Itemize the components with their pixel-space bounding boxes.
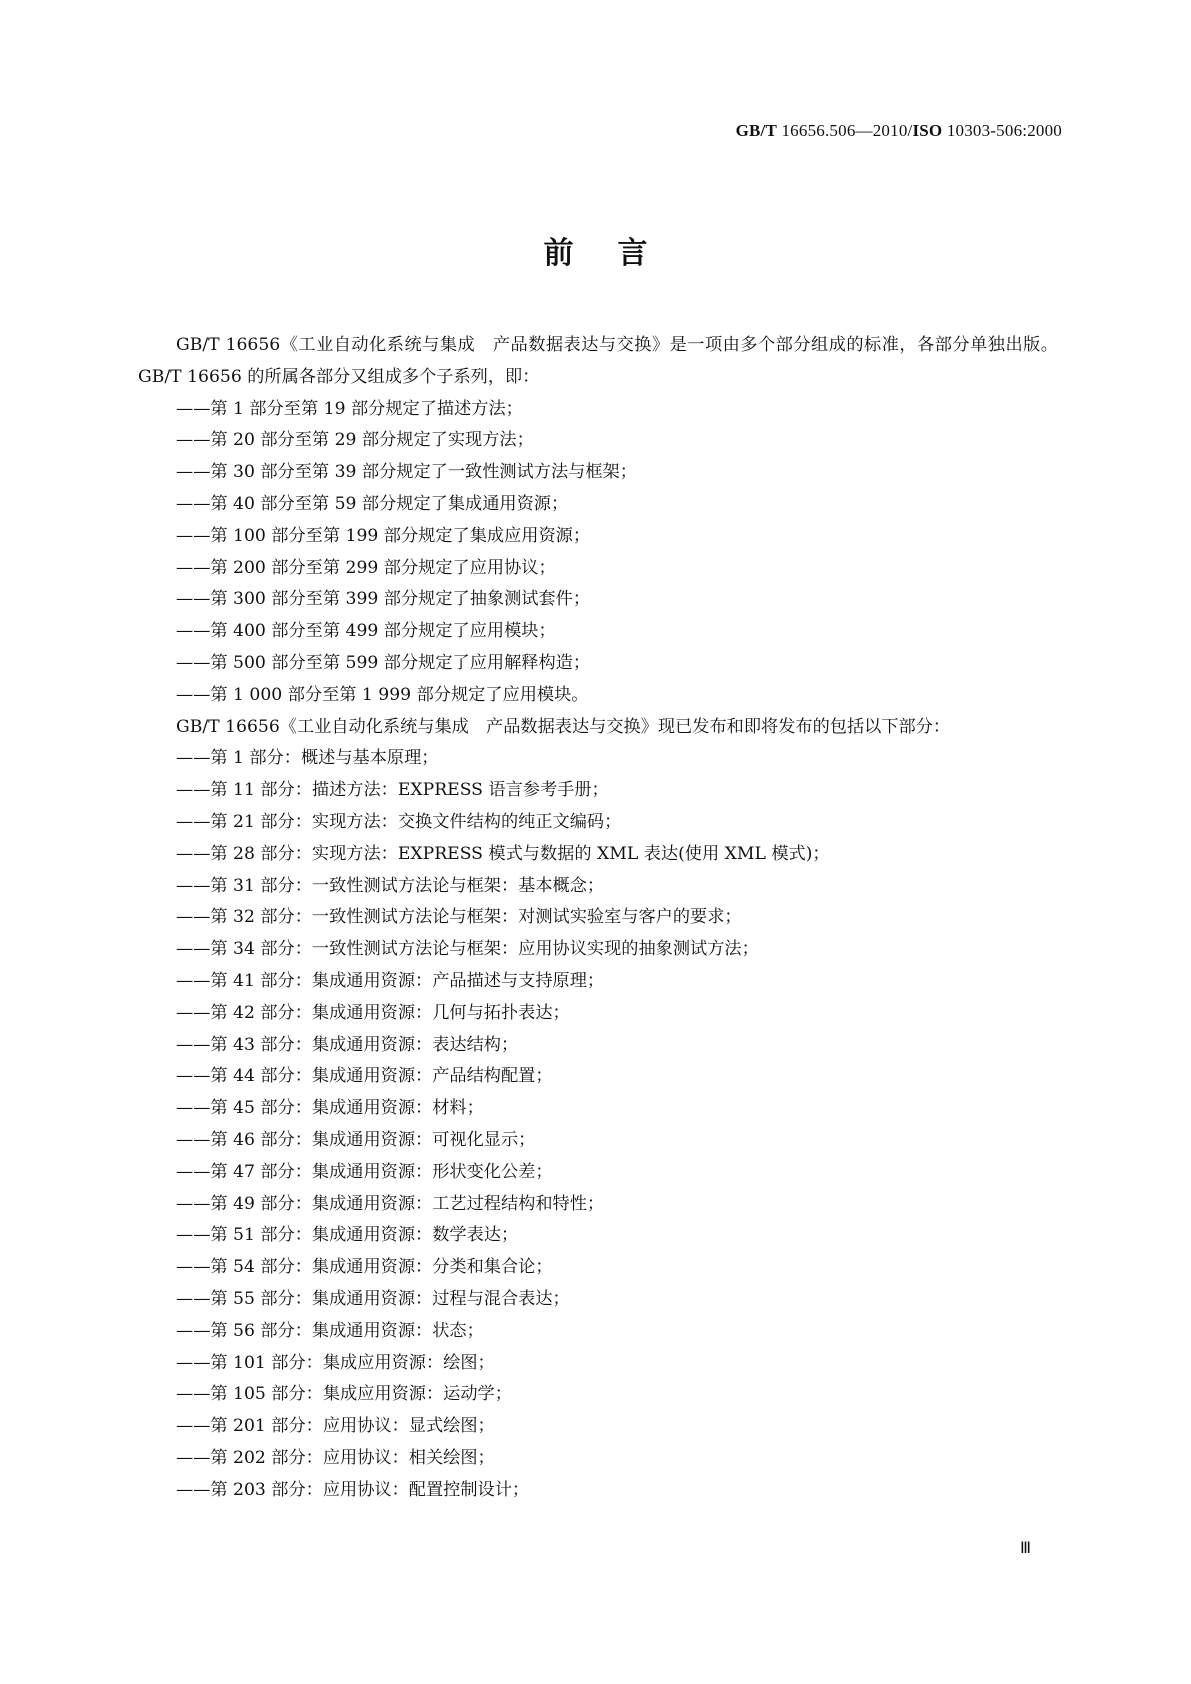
list-item: ——第 31 部分：一致性测试方法论与框架：基本概念；	[176, 875, 605, 896]
list-item: ——第 54 部分：集成通用资源：分类和集合论；	[176, 1257, 553, 1278]
list-item: ——第 100 部分至第 199 部分规定了集成应用资源；	[176, 525, 591, 546]
list-item: ——第 34 部分：一致性测试方法论与框架：应用协议实现的抽象测试方法；	[176, 939, 759, 960]
list-item: ——第 40 部分至第 59 部分规定了集成通用资源；	[176, 493, 569, 514]
list-item: ——第 203 部分：应用协议：配置控制设计；	[176, 1479, 530, 1500]
list-item: ——第 11 部分：描述方法：EXPRESS 语言参考手册；	[176, 780, 609, 801]
list-item: ——第 1 部分：概述与基本原理；	[176, 748, 439, 769]
list-item: ——第 47 部分：集成通用资源：形状变化公差；	[176, 1161, 553, 1182]
standard-number: 16656.506—2010/	[781, 121, 913, 140]
list-item: ——第 56 部分：集成通用资源：状态；	[176, 1320, 484, 1341]
page-title: 前言	[543, 236, 692, 271]
list-item: ——第 200 部分至第 299 部分规定了应用协议；	[176, 557, 556, 578]
list-item: ——第 500 部分至第 599 部分规定了应用解释构造；	[176, 652, 591, 673]
list-item: ——第 45 部分：集成通用资源：材料；	[176, 1098, 484, 1119]
list-item: ——第 20 部分至第 29 部分规定了实现方法；	[176, 430, 534, 451]
list-item: ——第 30 部分至第 39 部分规定了一致性测试方法与框架；	[176, 462, 637, 483]
foreword-body	[138, 330, 1058, 1506]
list-item: ——第 43 部分：集成通用资源：表达结构；	[176, 1034, 519, 1055]
list-item: ——第 49 部分：集成通用资源：工艺过程结构和特性；	[176, 1193, 605, 1214]
list-item: ——第 1 部分至第 19 部分规定了描述方法；	[176, 398, 523, 419]
page-number: Ⅲ	[1020, 1540, 1032, 1557]
series-list	[138, 394, 1058, 712]
iso-number: 10303-506:2000	[946, 121, 1062, 140]
list-item: ——第 41 部分：集成通用资源：产品描述与支持原理；	[176, 970, 605, 991]
list-item: ——第 21 部分：实现方法：交换文件结构的纯正文编码；	[176, 811, 622, 832]
standard-code: GB/T	[735, 121, 778, 140]
list-item: ——第 300 部分至第 399 部分规定了抽象测试套件；	[176, 589, 591, 610]
list-item: ——第 51 部分：集成通用资源：数学表达；	[176, 1225, 519, 1246]
parts-paragraph: GB/T 16656《工业自动化系统与集成 产品数据表达与交换》现已发布和即将发布的包括以下部分：	[176, 716, 951, 737]
list-item: ——第 42 部分：集成通用资源：几何与拓扑表达；	[176, 1002, 570, 1023]
list-item: ——第 46 部分：集成通用资源：可视化显示；	[176, 1129, 536, 1150]
list-item: ——第 32 部分：一致性测试方法论与框架：对测试实验室与客户的要求；	[176, 907, 742, 928]
list-item: ——第 400 部分至第 499 部分规定了应用模块；	[176, 621, 556, 642]
intro-paragraph: GB/T 16656《工业自动化系统与集成 产品数据表达与交换》是一项由多个部分组成的标准，各部分单独出版。GB/T 16656 的所属各部分又组成多个子系列，即：	[138, 335, 1058, 387]
list-item: ——第 1 000 部分至第 1 999 部分规定了应用模块。	[176, 684, 589, 705]
list-item: ——第 28 部分：实现方法：EXPRESS 模式与数据的 XML 表达(使用 XML 模式)；	[176, 843, 830, 864]
iso-code: ISO	[912, 121, 943, 140]
list-item: ——第 55 部分：集成通用资源：过程与混合表达；	[176, 1288, 570, 1309]
list-item: ——第 101 部分：集成应用资源：绘图；	[176, 1352, 495, 1373]
list-item: ——第 201 部分：应用协议：显式绘图；	[176, 1416, 495, 1437]
parts-list	[138, 743, 1058, 1506]
list-item: ——第 202 部分：应用协议：相关绘图；	[176, 1447, 495, 1468]
document-header	[736, 121, 1062, 141]
list-item: ——第 44 部分：集成通用资源：产品结构配置；	[176, 1066, 553, 1087]
list-item: ——第 105 部分：集成应用资源：运动学；	[176, 1384, 512, 1405]
